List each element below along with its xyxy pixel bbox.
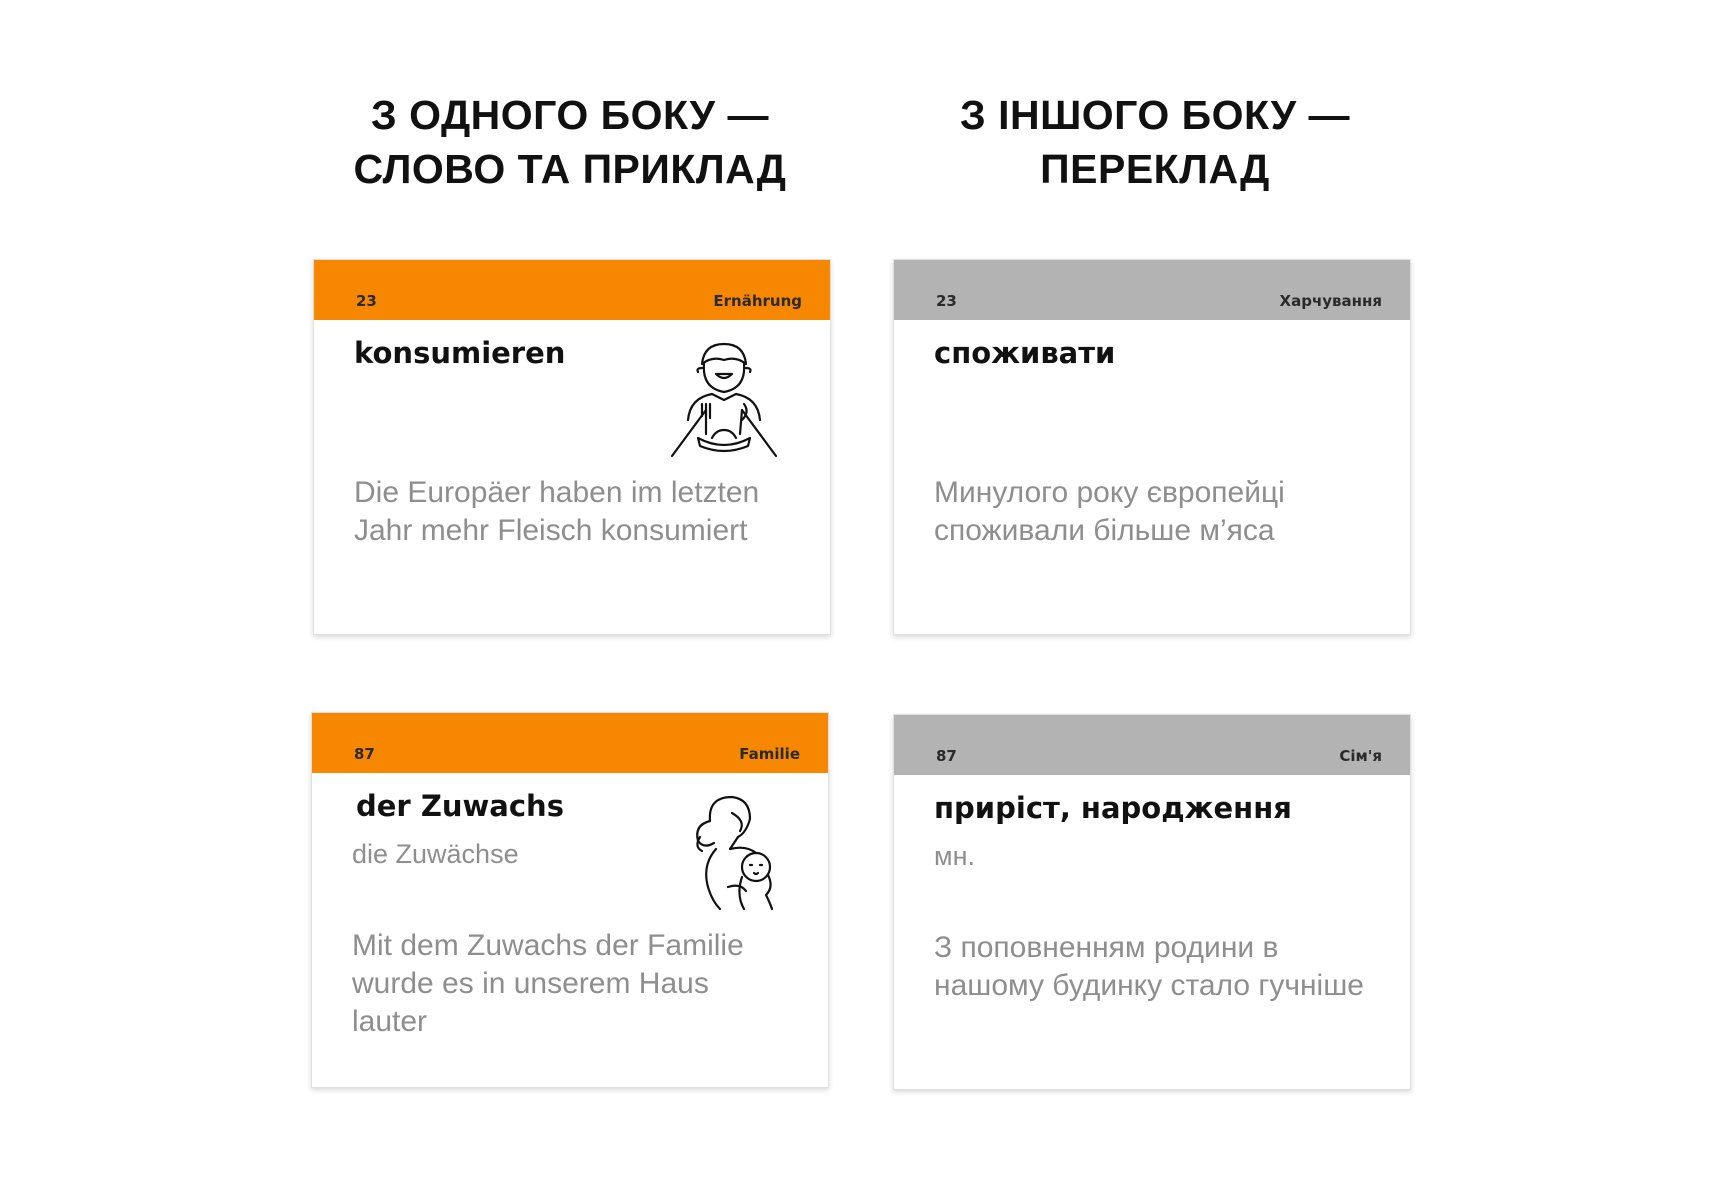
card-example: Die Europäer haben im letzten Jahr mehr Fleisch konsumiert bbox=[354, 476, 760, 547]
card-word: споживати bbox=[934, 336, 1116, 370]
card-number: 23 bbox=[356, 292, 377, 310]
heading-front-side bbox=[290, 88, 850, 196]
card-header bbox=[894, 260, 1410, 320]
flashcard-back-spozhyvaty bbox=[893, 259, 1411, 635]
card-word: konsumieren bbox=[354, 336, 566, 370]
card-category: Сім'я bbox=[1339, 747, 1382, 765]
card-number: 87 bbox=[936, 747, 957, 765]
person-eating-icon bbox=[664, 338, 784, 463]
card-number: 87 bbox=[354, 745, 375, 763]
card-plural: мн. bbox=[934, 841, 975, 871]
card-example: Mit dem Zuwachs der Familie wurde es in unserem Haus lauter bbox=[352, 929, 744, 1038]
heading-line: З ІНШОГО БОКУ — bbox=[960, 92, 1350, 138]
card-header bbox=[312, 713, 828, 773]
flashcard-back-pririst bbox=[893, 714, 1411, 1090]
card-header bbox=[314, 260, 830, 320]
card-example: З поповненням родини в нашому будинку стало гучніше bbox=[934, 931, 1364, 1002]
card-plural: die Zuwächse bbox=[352, 839, 519, 869]
card-number: 23 bbox=[936, 292, 957, 310]
card-header bbox=[894, 715, 1410, 775]
mother-with-baby-icon bbox=[680, 791, 780, 916]
heading-line: ПЕРЕКЛАД bbox=[1040, 146, 1270, 192]
card-category: Харчування bbox=[1279, 292, 1382, 310]
card-category: Ernährung bbox=[713, 292, 802, 310]
heading-line: СЛОВО ТА ПРИКЛАД bbox=[353, 146, 787, 192]
flashcard-front-konsumieren bbox=[313, 259, 831, 635]
card-example: Минулого року європейці споживали більше м’яса bbox=[934, 476, 1285, 547]
card-word: der Zuwachs bbox=[356, 789, 564, 823]
card-category: Familie bbox=[739, 745, 800, 763]
heading-line: З ОДНОГО БОКУ — bbox=[371, 92, 769, 138]
flashcard-front-zuwachs bbox=[311, 712, 829, 1088]
card-word: приріст, народження bbox=[934, 791, 1292, 825]
heading-back-side bbox=[875, 88, 1435, 196]
